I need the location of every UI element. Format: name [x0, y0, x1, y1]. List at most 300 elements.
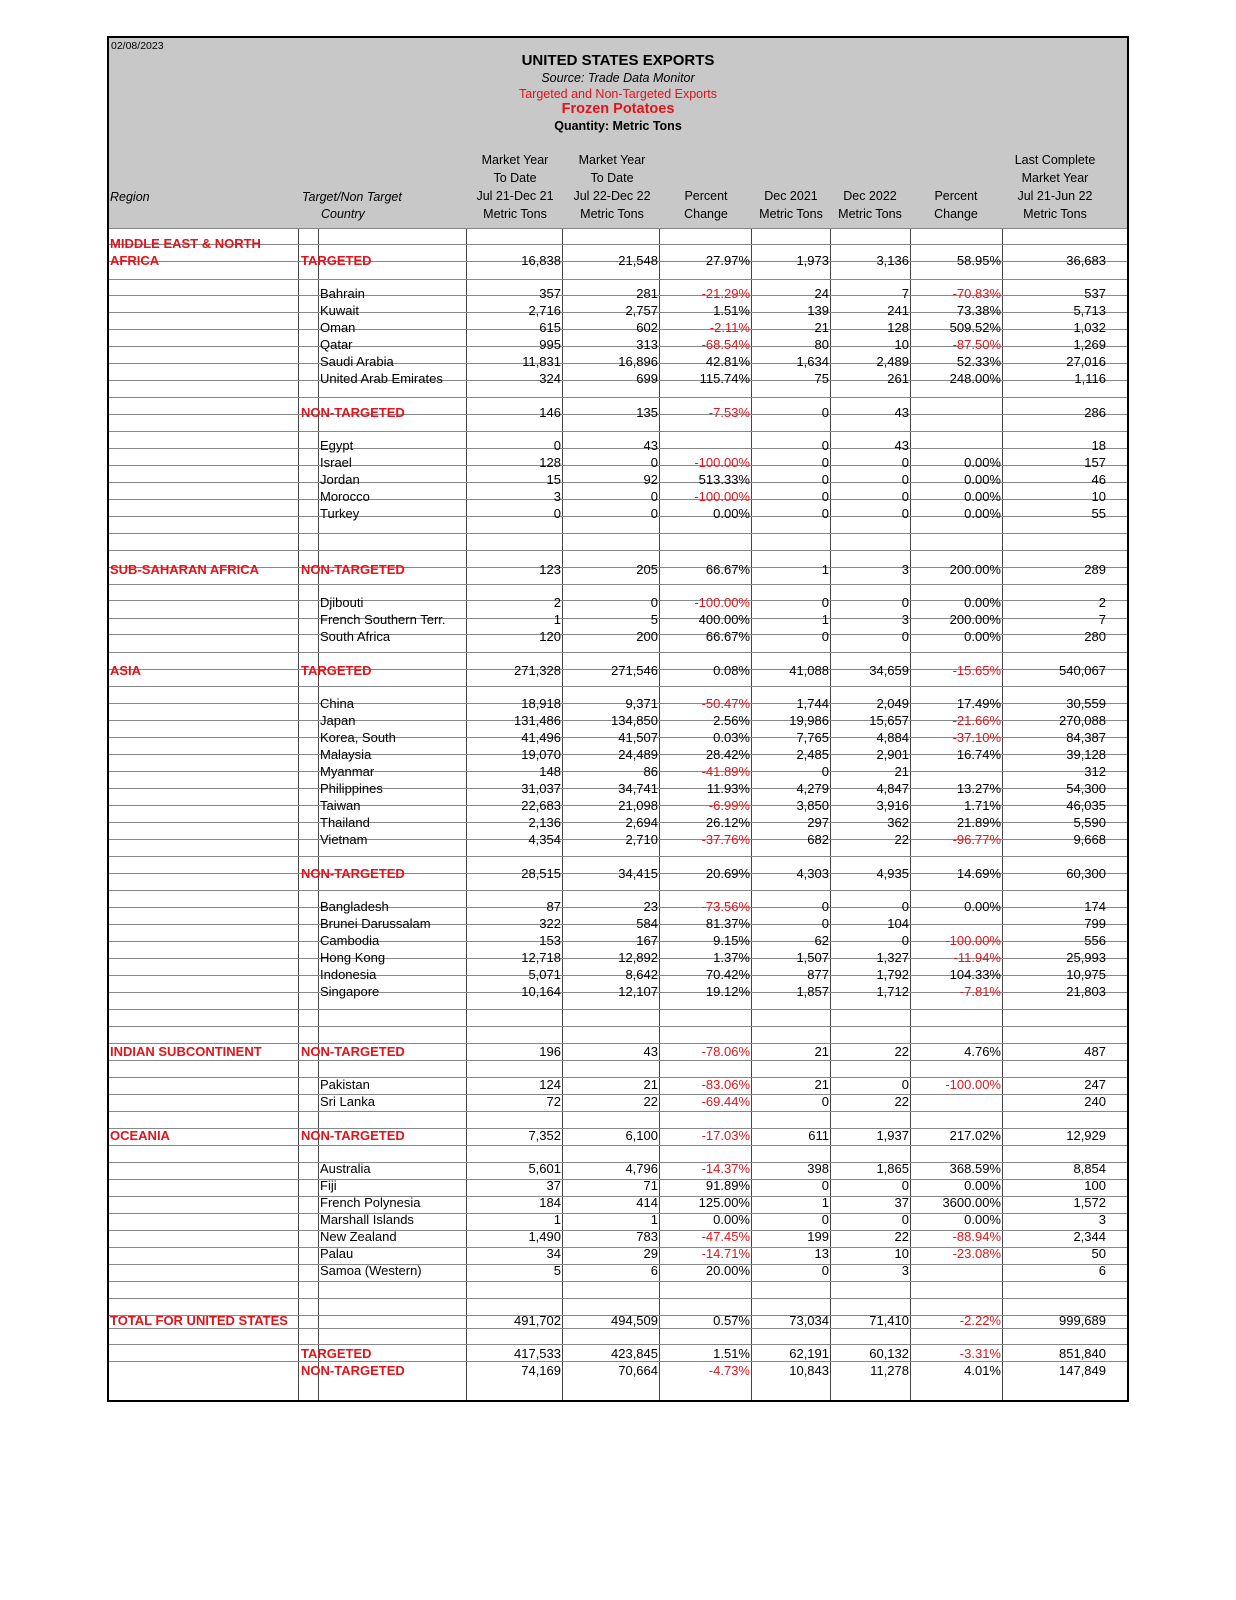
cell-pct-change-1: -21.29% [701, 286, 750, 301]
cell-dec-2021: 0 [821, 764, 829, 779]
cell-dec-2021: 0 [821, 629, 829, 644]
col-mytd-2021-header [476, 151, 553, 223]
cell-pct-change-2: -70.83% [952, 286, 1001, 301]
cell-last-my: 50 [1091, 1246, 1106, 1261]
cell-mytd-2022: 0 [650, 595, 658, 610]
country-row [109, 932, 1127, 949]
cell-mytd-2022: 0 [650, 506, 658, 521]
cell-mytd-2022: 423,845 [611, 1346, 658, 1361]
cell-dec-2021: 62,191 [789, 1346, 829, 1361]
col-pct-change-1-header [684, 187, 728, 223]
cell-mytd-2022: 494,509 [611, 1313, 658, 1328]
cell-pct-change-2: 0.00% [964, 1178, 1001, 1193]
country-label: Bahrain [320, 286, 365, 301]
country-row [109, 302, 1127, 319]
row-divider [109, 1111, 1127, 1112]
row-divider [109, 1298, 1127, 1299]
cell-mytd-2022: 92 [643, 472, 658, 487]
cell-last-my: 1,116 [1074, 371, 1106, 386]
cell-mytd-2021: 357 [539, 286, 561, 301]
cell-last-my: 799 [1084, 916, 1106, 931]
country-label: China [320, 696, 354, 711]
cell-mytd-2021: 7,352 [528, 1128, 561, 1143]
cell-pct-change-2: 14.69% [956, 866, 1001, 881]
cell-mytd-2022: 21 [643, 1077, 658, 1092]
cell-pct-change-1: -47.45% [701, 1229, 750, 1244]
cell-dec-2022: 3 [901, 562, 909, 577]
country-label: French Southern Terr. [320, 612, 446, 627]
cell-dec-2021: 0 [821, 1212, 829, 1227]
row-divider [109, 397, 1127, 398]
cell-last-my: 487 [1084, 1044, 1106, 1059]
cell-dec-2021: 73,034 [789, 1313, 829, 1328]
country-row [109, 1194, 1127, 1211]
cell-dec-2021: 0 [821, 1263, 829, 1278]
country-row [109, 763, 1127, 780]
cell-dec-2022: 0 [901, 1178, 909, 1193]
cell-dec-2021: 19,986 [789, 713, 829, 728]
row-divider [109, 431, 1127, 432]
cell-dec-2022: 22 [894, 832, 909, 847]
group-label: NON-TARGETED [301, 562, 405, 577]
country-label: Taiwan [320, 798, 361, 813]
table-body [109, 228, 1127, 1400]
cell-dec-2021: 1,857 [796, 984, 829, 999]
report-title: UNITED STATES EXPORTS [521, 52, 715, 69]
cell-mytd-2022: 783 [636, 1229, 658, 1244]
country-label: Egypt [320, 438, 354, 453]
country-row [109, 814, 1127, 831]
country-row [109, 831, 1127, 848]
country-label: Sri Lanka [320, 1094, 375, 1109]
cell-mytd-2022: 34,415 [618, 866, 658, 881]
cell-mytd-2022: 602 [636, 320, 658, 335]
cell-pct-change-2: 4.76% [964, 1044, 1001, 1059]
col-last-my-header [1015, 151, 1096, 223]
col-mytd-2022-header [573, 151, 650, 223]
row-divider [109, 1026, 1127, 1027]
cell-dec-2022: 43 [894, 405, 909, 420]
cell-mytd-2021: 124 [539, 1077, 561, 1092]
cell-last-my: 84,387 [1066, 730, 1106, 745]
row-divider [109, 686, 1127, 687]
cell-mytd-2022: 9,371 [625, 696, 658, 711]
cell-mytd-2021: 148 [539, 764, 561, 779]
country-label: United Arab Emirates [320, 371, 443, 386]
country-row [109, 594, 1127, 611]
cell-dec-2022: 104 [887, 916, 909, 931]
country-row [109, 746, 1127, 763]
country-row [109, 628, 1127, 645]
cell-mytd-2022: 0 [650, 489, 658, 504]
cell-mytd-2022: 34,741 [618, 781, 658, 796]
cell-mytd-2021: 72 [546, 1094, 561, 1109]
country-label: Bangladesh [320, 899, 389, 914]
cell-last-my: 1,032 [1073, 320, 1106, 335]
country-label: Palau [320, 1246, 354, 1261]
cell-last-my: 7 [1098, 612, 1106, 627]
cell-mytd-2021: 0 [553, 438, 561, 453]
cell-last-my: 312 [1084, 764, 1106, 779]
cell-dec-2022: 0 [901, 472, 909, 487]
cell-pct-change-1: 20.00% [705, 1263, 750, 1278]
cell-pct-change-1: 0.00% [713, 506, 750, 521]
country-label: Korea, South [320, 730, 396, 745]
group-row [109, 1362, 1127, 1379]
cell-mytd-2021: 2,716 [528, 303, 561, 318]
cell-dec-2021: 21 [814, 1077, 829, 1092]
cell-pct-change-1: -4.73% [708, 1363, 750, 1378]
cell-mytd-2022: 12,107 [618, 984, 658, 999]
cell-mytd-2022: 70,664 [618, 1363, 658, 1378]
col-country-header: Country [321, 207, 365, 221]
country-row [109, 983, 1127, 1000]
group-label: NON-TARGETED [301, 866, 405, 881]
cell-dec-2022: 1,792 [876, 967, 909, 982]
country-row [109, 505, 1127, 522]
header-line: Metric Tons [580, 207, 644, 221]
cell-last-my: 21,803 [1066, 984, 1106, 999]
country-row [109, 285, 1127, 302]
cell-pct-change-2: 0.00% [964, 899, 1001, 914]
cell-dec-2021: 10,843 [789, 1363, 829, 1378]
row-divider [109, 890, 1127, 891]
cell-dec-2021: 4,303 [796, 866, 829, 881]
cell-dec-2021: 62 [814, 933, 829, 948]
cell-mytd-2022: 41,507 [618, 730, 658, 745]
cell-mytd-2022: 23 [643, 899, 658, 914]
cell-pct-change-2: 17.49% [956, 696, 1001, 711]
cell-pct-change-2: -21.66% [952, 713, 1001, 728]
header-line: Percent [934, 189, 978, 203]
cell-mytd-2021: 19,070 [521, 747, 561, 762]
header-line: Change [684, 207, 728, 221]
cell-last-my: 18 [1091, 438, 1106, 453]
cell-dec-2022: 362 [887, 815, 909, 830]
cell-dec-2021: 1,973 [796, 253, 829, 268]
country-label: Brunei Darussalam [320, 916, 431, 931]
cell-pct-change-2: -3.31% [959, 1346, 1001, 1361]
country-row [109, 966, 1127, 983]
header-line: Market Year [578, 153, 646, 167]
cell-last-my: 157 [1084, 455, 1106, 470]
country-row [109, 1177, 1127, 1194]
cell-pct-change-1: -17.03% [701, 1128, 750, 1143]
header-line: Dec 2022 [843, 189, 897, 203]
cell-dec-2021: 1 [821, 562, 829, 577]
col-dec-2022-header [838, 187, 902, 223]
cell-pct-change-1: 0.03% [713, 730, 750, 745]
region-label: ASIA [110, 663, 142, 678]
cell-dec-2022: 261 [887, 371, 909, 386]
cell-dec-2022: 71,410 [869, 1313, 909, 1328]
cell-pct-change-1: -100.00% [694, 595, 750, 610]
cell-last-my: 9,668 [1073, 832, 1106, 847]
cell-dec-2021: 1 [821, 612, 829, 627]
country-row [109, 712, 1127, 729]
cell-last-my: 240 [1084, 1094, 1106, 1109]
region-label: OCEANIA [110, 1128, 170, 1143]
cell-dec-2021: 199 [807, 1229, 829, 1244]
cell-pct-change-2: 4.01% [964, 1363, 1001, 1378]
country-label: Myanmar [320, 764, 375, 779]
cell-mytd-2021: 0 [553, 506, 561, 521]
cell-dec-2022: 37 [894, 1195, 909, 1210]
cell-dec-2021: 21 [814, 1044, 829, 1059]
cell-last-my: 556 [1084, 933, 1106, 948]
cell-last-my: 1,572 [1073, 1195, 1106, 1210]
cell-pct-change-1: -37.76% [701, 832, 750, 847]
table-header [109, 38, 1127, 228]
cell-mytd-2021: 2,136 [528, 815, 561, 830]
cell-mytd-2022: 584 [636, 916, 658, 931]
cell-pct-change-1: 2.56% [713, 713, 750, 728]
cell-mytd-2022: 5 [650, 612, 658, 627]
cell-last-my: 36,683 [1066, 253, 1106, 268]
region-label: INDIAN SUBCONTINENT [110, 1044, 262, 1059]
cell-last-my: 6 [1098, 1263, 1106, 1278]
cell-mytd-2021: 123 [539, 562, 561, 577]
cell-mytd-2021: 12,718 [521, 950, 561, 965]
cell-mytd-2021: 5,601 [528, 1161, 561, 1176]
cell-pct-change-1: 9.15% [713, 933, 750, 948]
country-label: Saudi Arabia [320, 354, 394, 369]
cell-dec-2022: 0 [901, 1077, 909, 1092]
cell-dec-2022: 22 [894, 1229, 909, 1244]
cell-mytd-2022: 2,694 [625, 815, 658, 830]
cell-pct-change-1: 0.08% [713, 663, 750, 678]
cell-pct-change-2: 0.00% [964, 629, 1001, 644]
cell-pct-change-1: -73.56% [701, 899, 750, 914]
cell-dec-2021: 0 [821, 1094, 829, 1109]
cell-mytd-2021: 131,486 [514, 713, 561, 728]
country-label: Jordan [320, 472, 360, 487]
country-label: Cambodia [320, 933, 380, 948]
group-label: NON-TARGETED [301, 405, 405, 420]
cell-mytd-2022: 0 [650, 455, 658, 470]
cell-pct-change-2: 13.27% [956, 781, 1001, 796]
cell-dec-2022: 7 [901, 286, 909, 301]
cell-mytd-2021: 196 [539, 1044, 561, 1059]
cell-pct-change-2: -87.50% [952, 337, 1001, 352]
cell-dec-2022: 15,657 [869, 713, 909, 728]
country-label: Japan [320, 713, 356, 728]
cell-pct-change-2: 21.89% [956, 815, 1001, 830]
cell-dec-2021: 0 [821, 489, 829, 504]
country-row [109, 1211, 1127, 1228]
header-line: Metric Tons [483, 207, 547, 221]
group-row [109, 1345, 1127, 1362]
country-label: French Polynesia [320, 1195, 421, 1210]
cell-dec-2021: 80 [814, 337, 829, 352]
cell-dec-2021: 1 [821, 1195, 829, 1210]
cell-mytd-2021: 18,918 [521, 696, 561, 711]
cell-mytd-2021: 37 [546, 1178, 561, 1193]
cell-dec-2022: 2,901 [876, 747, 909, 762]
cell-dec-2022: 34,659 [869, 663, 909, 678]
cell-mytd-2021: 995 [539, 337, 561, 352]
cell-pct-change-1: -100.00% [694, 455, 750, 470]
country-row [109, 319, 1127, 336]
cell-mytd-2021: 1 [553, 1212, 561, 1227]
cell-mytd-2022: 24,489 [618, 747, 658, 762]
cell-pct-change-1: -41.89% [701, 764, 750, 779]
header-line: Dec 2021 [764, 189, 818, 203]
country-label: Morocco [320, 489, 370, 504]
cell-pct-change-2: 16.74% [956, 747, 1001, 762]
cell-dec-2022: 10 [894, 337, 909, 352]
cell-dec-2022: 1,865 [876, 1161, 909, 1176]
cell-dec-2022: 1,937 [876, 1128, 909, 1143]
cell-pct-change-1: 66.67% [705, 629, 750, 644]
country-label: Turkey [320, 506, 360, 521]
header-line: Jul 21-Dec 21 [476, 189, 554, 203]
cell-last-my: 851,840 [1059, 1346, 1106, 1361]
country-row [109, 1228, 1127, 1245]
cell-mytd-2022: 43 [643, 1044, 658, 1059]
cell-mytd-2022: 16,896 [618, 354, 658, 369]
cell-pct-change-1: 28.42% [705, 747, 750, 762]
cell-pct-change-1: -6.99% [708, 798, 750, 813]
cell-mytd-2021: 34 [546, 1246, 561, 1261]
cell-pct-change-2: -100.00% [945, 1077, 1001, 1092]
cell-pct-change-1: -83.06% [701, 1077, 750, 1092]
country-row [109, 437, 1127, 454]
cell-mytd-2022: 2,710 [625, 832, 658, 847]
country-row [109, 336, 1127, 353]
cell-pct-change-1: 66.67% [705, 562, 750, 577]
cell-dec-2021: 0 [821, 899, 829, 914]
cell-pct-change-1: -14.37% [701, 1161, 750, 1176]
country-row [109, 949, 1127, 966]
cell-pct-change-2: 0.00% [964, 455, 1001, 470]
export-table [107, 36, 1129, 1402]
cell-mytd-2021: 153 [539, 933, 561, 948]
cell-pct-change-2: 0.00% [964, 472, 1001, 487]
cell-dec-2021: 0 [821, 1178, 829, 1193]
cell-dec-2022: 43 [894, 438, 909, 453]
cell-last-my: 2,344 [1073, 1229, 1106, 1244]
cell-mytd-2022: 21,548 [618, 253, 658, 268]
group-row [109, 865, 1127, 882]
country-label: Samoa (Western) [320, 1263, 422, 1278]
country-row [109, 370, 1127, 387]
report-subtitle: Targeted and Non-Targeted Exports [518, 87, 718, 101]
cell-last-my: 289 [1084, 562, 1106, 577]
cell-last-my: 46,035 [1066, 798, 1106, 813]
cell-pct-change-1: 1.51% [713, 1346, 750, 1361]
region-label: MIDDLE EAST & NORTH AFRICA [110, 236, 261, 268]
region-label: SUB-SAHARAN AFRICA [110, 562, 260, 577]
cell-dec-2022: 0 [901, 595, 909, 610]
country-row [109, 353, 1127, 370]
country-label: Pakistan [320, 1077, 370, 1092]
cell-mytd-2021: 417,533 [514, 1346, 561, 1361]
cell-last-my: 174 [1084, 899, 1106, 914]
col-target-header: Target/Non Target [302, 190, 402, 204]
cell-mytd-2021: 5,071 [528, 967, 561, 982]
cell-mytd-2021: 74,169 [521, 1363, 561, 1378]
cell-mytd-2022: 71 [643, 1178, 658, 1193]
country-label: Kuwait [320, 303, 360, 318]
cell-mytd-2022: 6 [650, 1263, 658, 1278]
cell-mytd-2021: 15 [546, 472, 561, 487]
country-label: Thailand [320, 815, 370, 830]
cell-pct-change-2: 200.00% [949, 612, 1001, 627]
cell-mytd-2021: 10,164 [521, 984, 561, 999]
country-label: Philippines [320, 781, 383, 796]
row-divider [109, 533, 1127, 534]
cell-pct-change-2: 0.00% [964, 595, 1001, 610]
header-line: To Date [493, 171, 537, 185]
cell-dec-2022: 1,712 [876, 984, 909, 999]
cell-mytd-2022: 135 [636, 405, 658, 420]
country-label: Vietnam [320, 832, 368, 847]
cell-mytd-2022: 43 [643, 438, 658, 453]
cell-dec-2021: 0 [821, 506, 829, 521]
cell-mytd-2022: 1 [650, 1212, 658, 1227]
cell-last-my: 100 [1084, 1178, 1106, 1193]
cell-mytd-2021: 87 [546, 899, 561, 914]
country-row [109, 611, 1127, 628]
cell-pct-change-1: 1.51% [713, 303, 750, 318]
cell-mytd-2021: 22,683 [521, 798, 561, 813]
cell-last-my: 270,088 [1059, 713, 1106, 728]
cell-last-my: 55 [1091, 506, 1106, 521]
cell-mytd-2021: 615 [539, 320, 561, 335]
cell-dec-2021: 877 [807, 967, 829, 982]
cell-dec-2021: 3,850 [796, 798, 829, 813]
cell-dec-2022: 10 [894, 1246, 909, 1261]
cell-pct-change-2: -88.94% [952, 1229, 1001, 1244]
cell-pct-change-1: 70.42% [705, 967, 750, 982]
cell-pct-change-2: 52.33% [956, 354, 1001, 369]
row-divider [109, 584, 1127, 585]
country-label: Singapore [320, 984, 380, 999]
cell-dec-2022: 3 [901, 612, 909, 627]
cell-pct-change-1: 19.12% [705, 984, 750, 999]
cell-dec-2022: 0 [901, 1212, 909, 1227]
cell-dec-2021: 682 [807, 832, 829, 847]
row-divider [109, 228, 1127, 229]
cell-pct-change-1: 81.37% [705, 916, 750, 931]
cell-pct-change-1: -68.54% [701, 337, 750, 352]
cell-dec-2021: 0 [821, 455, 829, 470]
cell-pct-change-1: -2.11% [709, 320, 750, 335]
region-row [109, 1043, 1127, 1060]
cell-dec-2021: 139 [807, 303, 829, 318]
cell-dec-2022: 2,489 [876, 354, 909, 369]
country-label: Indonesia [320, 967, 377, 982]
cell-mytd-2022: 12,892 [618, 950, 658, 965]
cell-dec-2021: 24 [814, 286, 829, 301]
cell-dec-2021: 13 [814, 1246, 829, 1261]
cell-last-my: 25,993 [1066, 950, 1106, 965]
cell-pct-change-1: 20.69% [705, 866, 750, 881]
header-line: Last Complete [1014, 153, 1096, 167]
cell-last-my: 8,854 [1073, 1161, 1106, 1176]
cell-pct-change-1: 0.00% [713, 1212, 750, 1227]
cell-pct-change-1: 11.93% [706, 781, 750, 796]
cell-mytd-2022: 281 [636, 286, 658, 301]
cell-dec-2021: 1,507 [796, 950, 829, 965]
cell-pct-change-1: 513.33% [698, 472, 750, 487]
cell-mytd-2021: 4,354 [528, 832, 561, 847]
country-label: Qatar [320, 337, 353, 352]
cell-last-my: 999,689 [1059, 1313, 1106, 1328]
cell-last-my: 39,128 [1066, 747, 1106, 762]
cell-dec-2022: 0 [901, 933, 909, 948]
